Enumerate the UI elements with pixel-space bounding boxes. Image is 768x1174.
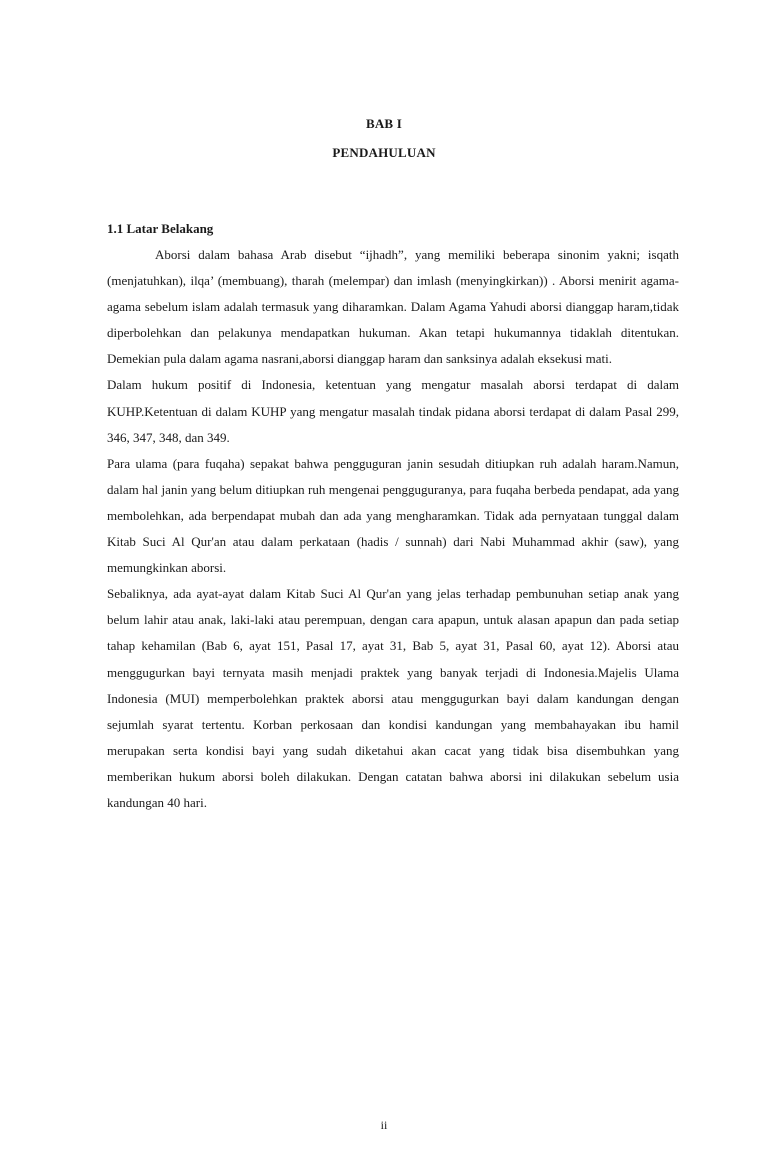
chapter-number: BAB I bbox=[365, 116, 403, 131]
page-number: ii bbox=[380, 1118, 388, 1132]
body-text bbox=[107, 242, 679, 816]
paragraph-para-ulama: Para ulama (para fuqaha) sepakat bahwa pengguguran janin sesudah ditiupkan ruh adalah haram.Namun, dalam hal janin yang belum ditiupkan ruh mengenai pengguguranya, para fuqaha berbeda pendapat, ada yang membolehkan, ada berpendapat mubah dan ada yang mengharamkan. Tidak ada pernyataan tunggal dalam Kitab Suci Al Qur'an atau dalam perkataan (hadis / sunnah) dari Nabi Muhammad akhir (saw), yang memungkinkan aborsi. bbox=[107, 455, 679, 576]
paragraph-aborsi-definition: Aborsi dalam bahasa Arab disebut “ijhadh”, yang memiliki beberapa sinonim yakni; isqath (menjatuhkan), ilqa’ (membuang), tharah (melempar) dan imlash (menyingkirkan)) . Aborsi menirit agama-agama sebelum islam adalah termasuk yang diharamkan. Dalam Agama Yahudi aborsi dianggap haram,tidak diperbolehkan dan pelakunya mendapatkan hukuman. Akan tetapi hukumannya tidaklah ditentukan. Demekian pula dalam agama nasrani,aborsi dianggap haram dan sanksinya adalah eksekusi mati. bbox=[107, 247, 679, 367]
paragraph-hukum-positif: Dalam hukum positif di Indonesia, ketentuan yang mengatur masalah aborsi terdapat di dalam KUHP.Ketentuan di dalam KUHP yang mengatur masalah tindak pidana aborsi terdapat di dalam Pasal 299, 346, 347, 348, dan 349. bbox=[107, 377, 679, 445]
paragraph-sebaliknya: Sebaliknya, ada ayat-ayat dalam Kitab Suci Al Qur'an yang jelas terhadap pembunuhan setiap anak yang belum lahir atau anak, laki-laki atau perempuan, dengan cara apapun, untuk alasan apapun dan pada setiap tahap kehamilan (Bab 6, ayat 151, Pasal 17, ayat 31, Bab 5, ayat 31, Pasal 60, ayat 12). Aborsi atau menggugurkan bayi ternyata masih menjadi praktek yang banyak terjadi di Indonesia.Majelis Ulama Indonesia (MUI) memperbolehkan praktek aborsi atau menggugurkan bayi dalam kandungan dengan sejumlah syarat tertentu. Korban perkosaan dan kondisi kandungan yang membahayakan ibu hamil merupakan serta kondisi bayi yang sudah diketahui akan cacat yang tidak bisa disembuhkan yang memberikan hukum aborsi boleh dilakukan. Dengan catatan bahwa aborsi ini dilakukan sebelum usia kandungan 40 hari. bbox=[107, 586, 679, 810]
chapter-title: PENDAHULUAN bbox=[332, 145, 436, 160]
section-heading: 1.1 Latar Belakang bbox=[107, 221, 214, 236]
